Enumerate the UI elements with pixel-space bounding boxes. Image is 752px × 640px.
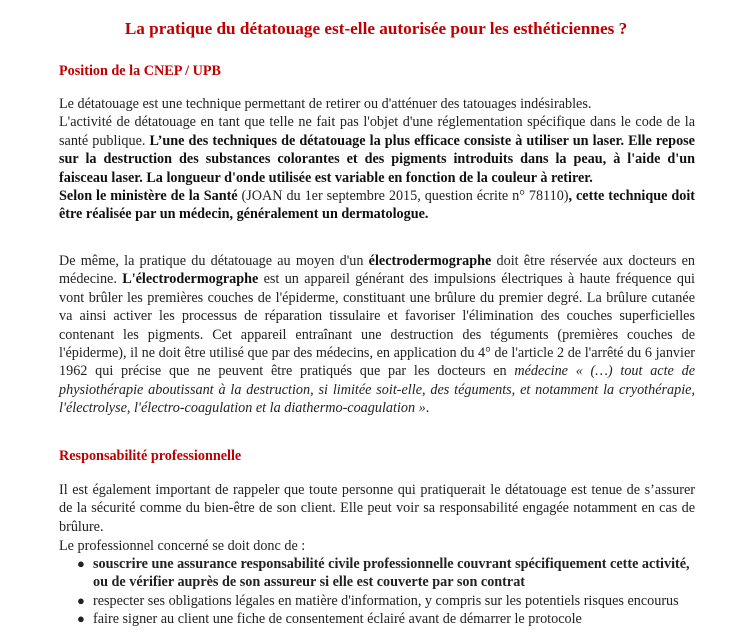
text-laser-technique: L’une des techniques de détatouage la plus efficace consiste à utiliser un laser. Elle repose sur la destruction des substances colorantes et des pigments introduits dans la peau, à l'aide d'un faisceau laser. La longueur d'onde utilisée est variable en fonction de la couleur à retirer. xyxy=(59,132,695,186)
bullet-icon: ● xyxy=(77,611,85,627)
section-heading-cnep: Position de la CNEP / UPB xyxy=(59,63,221,79)
text-joan-reference: (JOAN du 1er septembre 2015, question écrite n° 78110) xyxy=(237,188,569,205)
text-definition: Le détatouage est une technique permettant de retirer ou d'atténuer des tatouages indésirables. xyxy=(59,96,592,112)
list-item-text: faire signer au client une fiche de consentement éclairé avant de démarrer le protocole xyxy=(93,611,582,628)
bullet-icon: ● xyxy=(77,592,85,608)
list-item xyxy=(59,610,695,628)
paragraph-obligations-intro: Le professionnel concerné se doit donc de : xyxy=(59,538,306,554)
section-heading-responsabilite: Responsabilité professionnelle xyxy=(59,448,242,464)
text-intro: De même, la pratique du détatouage au moyen d'un xyxy=(59,253,369,269)
obligations-list xyxy=(59,555,695,629)
text-dermatologist: , cette technique doit être réalisée par un médecin, généralement un dermatologue. xyxy=(59,188,695,223)
text-regulation: L'activité de détatouage en tant que telle ne fait pas l'objet d'une réglementation spécifique dans le code de la santé publique. xyxy=(59,114,695,149)
text-reserved: doit être réservée aux docteurs en médecine. xyxy=(59,253,695,288)
list-item xyxy=(59,555,695,592)
paragraph-electrodermographe xyxy=(59,252,695,418)
text-ministry: Selon le ministère de la Santé xyxy=(59,188,238,205)
list-item xyxy=(59,592,695,610)
list-item-text: souscrire une assurance responsabilité civile professionnelle couvrant spécifiquement cette activité, ou de vérifier auprès de son assureur si elle est couverte par son contrat xyxy=(93,556,690,591)
text-electrodermographe-2: L'électrodermographe xyxy=(122,271,259,288)
page-title: La pratique du détatouage est-elle autorisée pour les esthéticiennes ? xyxy=(124,19,628,38)
text-legal-quote: médecine « (…) tout acte de physiothérapie aboutissant à la destruction, si limitée soit-elle, des téguments, et notamment la cryothérapie, l'électrolyse, l'électro-coagulation et la diathermo-coagulation » xyxy=(59,363,695,417)
text-device-description: est un appareil générant des impulsions électriques à haute fréquence qui vont brûler les premières couches de l'épiderme, constituant une brûlure du premier degré. La brûlure cutanée va ainsi activer les processus de réparation tissulaire et favoriser l'élimination des couches superficielles contenant les pigments. Cet appareil entraînant une destruction des téguments (premières couches de l'épiderme), il ne doit être utilisé que par des médecins, en application du 4° de l'article 2 de l'arrêté du 6 janvier 1962 qui précise que ne peuvent être pratiqués que par les docteurs en xyxy=(59,271,695,380)
list-item-text: respecter ses obligations légales en matière d'information, y compris sur les potentiels risques encourus xyxy=(93,592,679,609)
bullet-icon: ● xyxy=(77,556,85,571)
text-electrodermographe: électrodermographe xyxy=(368,253,492,269)
text-period: . xyxy=(425,400,430,417)
paragraph-responsabilite: Il est également important de rappeler que toute personne qui pratiquerait le détatouage est tenue de s’assurer de la sécurité comme du bien-être de son client. Elle peut voir sa responsabilité engagée notamment en cas de brûlure. xyxy=(59,482,695,535)
paragraph-laser xyxy=(59,95,695,224)
